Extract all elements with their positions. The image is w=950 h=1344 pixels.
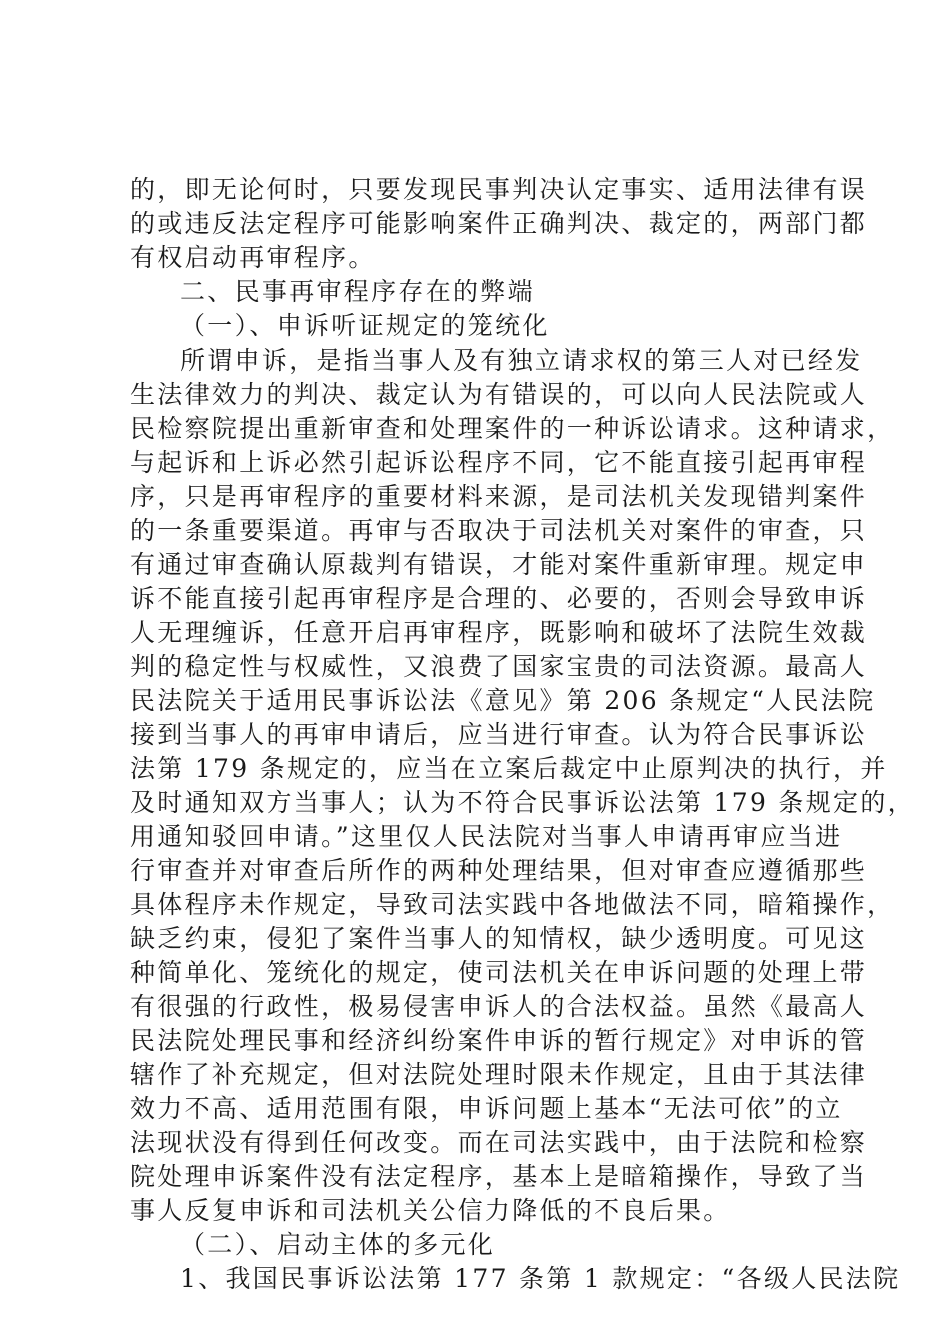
body-text-line: 法第 179 条规定的，应当在立案后裁定中止原判决的执行，并 xyxy=(130,754,888,783)
body-text-line: 有很强的行政性，极易侵害申诉人的合法权益。虽然《最高人 xyxy=(130,992,868,1021)
body-text-line: 具体程序未作规定，导致司法实践中各地做法不同，暗箱操作， xyxy=(130,890,895,919)
subsection-heading: （二）、启动主体的多元化 xyxy=(180,1230,496,1259)
body-text-line: 用通知驳回申请。”这里仅人民法院对当事人申请再审应当进 xyxy=(130,822,843,851)
body-text-line: 生法律效力的判决、裁定认为有错误的，可以向人民法院或人 xyxy=(130,380,868,409)
paragraph-first-line: 1、我国民事诉讼法第 177 条第 1 款规定：“各级人民法院 xyxy=(180,1264,901,1293)
body-text-line: 与起诉和上诉必然引起诉讼程序不同，它不能直接引起再审程 xyxy=(130,448,868,477)
body-text-line: 种简单化、笼统化的规定，使司法机关在申诉问题的处理上带 xyxy=(130,958,868,987)
body-text-line: 人无理缠诉，任意开启再审程序，既影响和破坏了法院生效裁 xyxy=(130,618,868,647)
body-text-line: 民检察院提出重新审查和处理案件的一种诉讼请求。这种请求， xyxy=(130,414,895,443)
body-text-line: 缺乏约束，侵犯了案件当事人的知情权，缺少透明度。可见这 xyxy=(130,924,868,953)
body-text-line: 效力不高、适用范围有限，申诉问题上基本“无法可依”的立 xyxy=(130,1094,843,1123)
body-text-line: 事人反复申诉和司法机关公信力降低的不良后果。 xyxy=(130,1196,731,1225)
paragraph-first-line: 所谓申诉，是指当事人及有独立请求权的第三人对已经发 xyxy=(180,346,863,375)
body-text-line: 及时通知双方当事人；认为不符合民事诉讼法第 179 条规定的， xyxy=(130,788,915,817)
body-text-line: 民法院关于适用民事诉讼法《意见》第 206 条规定“人民法院 xyxy=(130,686,876,715)
body-text-line: 诉不能直接引起再审程序是合理的、必要的，否则会导致申诉 xyxy=(130,584,868,613)
body-text-line: 的一条重要渠道。再审与否取决于司法机关对案件的审查，只 xyxy=(130,516,868,545)
body-text-line: 法现状没有得到任何改变。而在司法实践中，由于法院和检察 xyxy=(130,1128,868,1157)
body-text-line: 接到当事人的再审申请后，应当进行审查。认为符合民事诉讼 xyxy=(130,720,868,749)
body-text-line: 判的稳定性与权威性，又浪费了国家宝贵的司法资源。最高人 xyxy=(130,652,868,681)
body-text-line: 民法院处理民事和经济纠纷案件申诉的暂行规定》对申诉的管 xyxy=(130,1026,868,1055)
section-heading: 二、民事再审程序存在的弊端 xyxy=(180,277,535,306)
body-text-line: 的或违反法定程序可能影响案件正确判决、裁定的，两部门都 xyxy=(130,209,868,238)
body-text-line: 有权启动再审程序。 xyxy=(130,243,376,272)
body-text-line: 行审查并对审查后所作的两种处理结果，但对审查应遵循那些 xyxy=(130,856,868,885)
body-text-line: 的，即无论何时，只要发现民事判决认定事实、适用法律有误 xyxy=(130,175,868,204)
body-text-line: 辖作了补充规定，但对法院处理时限未作规定，且由于其法律 xyxy=(130,1060,868,1089)
subsection-heading: （一）、申诉听证规定的笼统化 xyxy=(180,311,550,340)
body-text-line: 序，只是再审程序的重要材料来源，是司法机关发现错判案件 xyxy=(130,482,868,511)
body-text-line: 院处理申诉案件没有法定程序，基本上是暗箱操作，导致了当 xyxy=(130,1162,868,1191)
body-text-line: 有通过审查确认原裁判有错误，才能对案件重新审理。规定申 xyxy=(130,550,868,579)
